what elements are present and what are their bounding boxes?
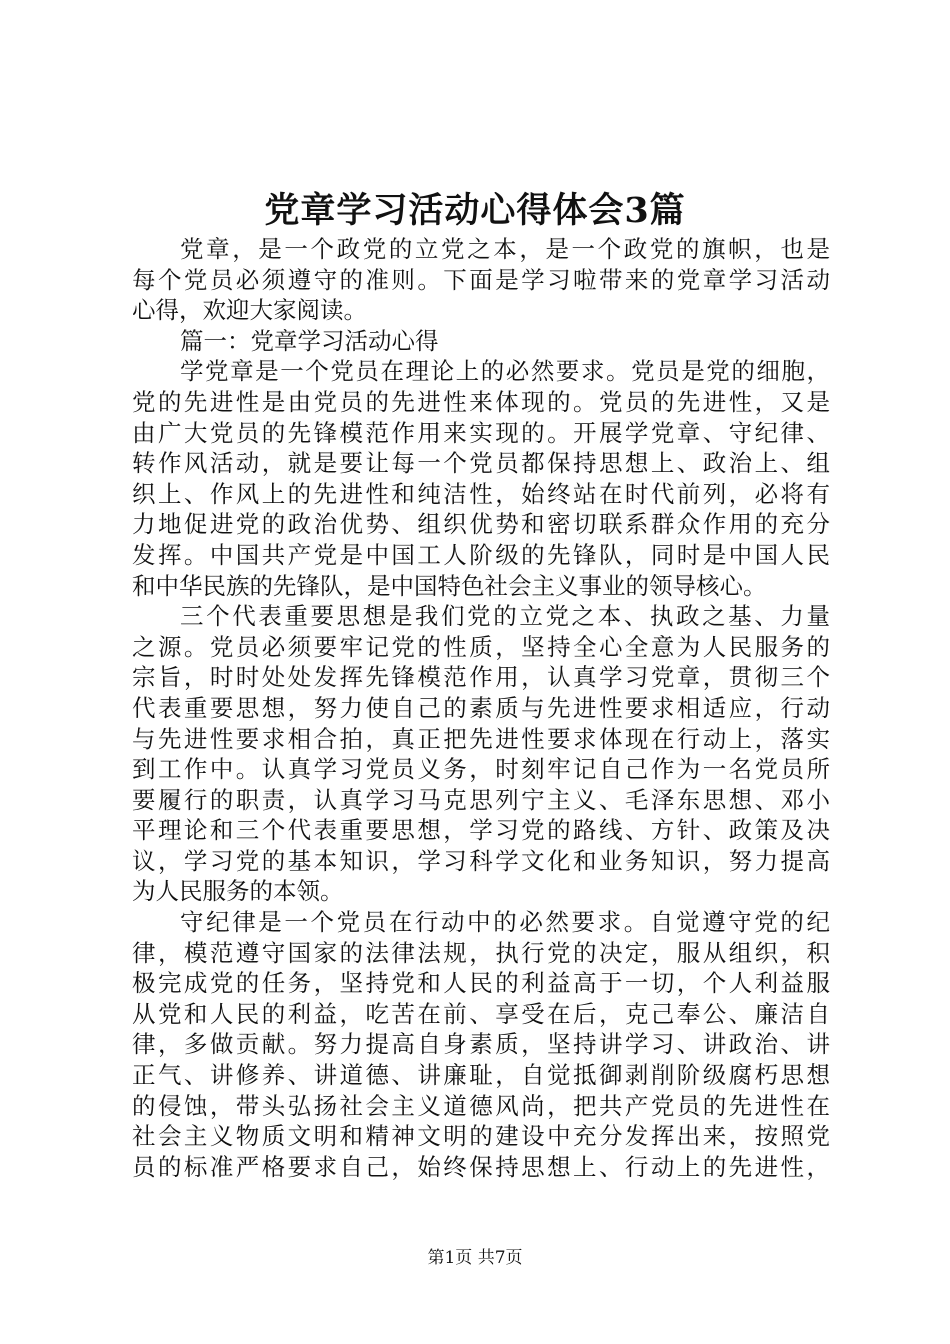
text-line: 心得，欢迎大家阅读。 [132,296,367,325]
text-line: 和中华民族的先锋队，是中国特色社会主义事业的领导核心。 [132,571,767,600]
text-line: 从党和人民的利益，吃苦在前、享受在后，克己奉公、廉洁自 [132,999,830,1028]
text-line: 正气、讲修养、讲道德、讲廉耻，自觉抵御剥削阶级腐朽思想 [132,1061,830,1090]
text-line: 为人民服务的本领。 [132,877,344,906]
page-footer: 第1页 共7页 [427,1248,523,1268]
text-line: 员的标准严格要求自己，始终保持思想上、行动上的先进性， [132,1152,830,1181]
text-line: 三个代表重要思想是我们党的立党之本、执政之基、力量 [180,602,830,631]
text-line: 力地促进党的政治优势、组织优势和密切联系群众作用的充分 [132,510,830,539]
text-line: 平理论和三个代表重要思想，学习党的路线、方针、政策及决 [132,816,830,845]
text-line: 党的先进性是由党员的先进性来体现的。党员的先进性，又是 [132,387,830,416]
text-line: 篇一：党章学习活动心得 [180,326,439,355]
text-line: 与先进性要求相合拍，真正把先进性要求体现在行动上，落实 [132,724,830,753]
text-line: 宗旨，时时处处发挥先锋模范作用，认真学习党章，贯彻三个 [132,663,830,692]
text-line: 社会主义物质文明和精神文明的建设中充分发挥出来，按照党 [132,1122,830,1151]
text-line: 到工作中。认真学习党员义务，时刻牢记自己作为一名党员所 [132,755,830,784]
document-title: 党章学习活动心得体会3篇 [264,190,686,231]
text-line: 发挥。中国共产党是中国工人阶级的先锋队，同时是中国人民 [132,540,830,569]
text-line: 要履行的职责，认真学习马克思列宁主义、毛泽东思想、邓小 [132,785,830,814]
document-body [132,234,830,1182]
text-line: 极完成党的任务，坚持党和人民的利益高于一切，个人利益服 [132,969,830,998]
text-line: 之源。党员必须要牢记党的性质，坚持全心全意为人民服务的 [132,632,830,661]
text-line: 织上、作风上的先进性和纯洁性，始终站在时代前列，必将有 [132,479,830,508]
text-line: 转作风活动，就是要让每一个党员都保持思想上、政治上、组 [132,449,830,478]
text-line: 学党章是一个党员在理论上的必然要求。党员是党的细胞， [180,357,830,386]
text-line: 由广大党员的先锋模范作用来实现的。开展学党章、守纪律、 [132,418,830,447]
text-line: 议，学习党的基本知识，学习科学文化和业务知识，努力提高 [132,846,830,875]
text-line: 的侵蚀，带头弘扬社会主义道德风尚，把共产党员的先进性在 [132,1091,830,1120]
text-line: 党章，是一个政党的立党之本，是一个政党的旗帜，也是 [180,235,830,263]
text-line: 守纪律是一个党员在行动中的必然要求。自觉遵守党的纪 [180,908,830,937]
text-line: 律，模范遵守国家的法律法规，执行党的决定，服从组织，积 [132,938,830,967]
text-line: 代表重要思想，努力使自己的素质与先进性要求相适应，行动 [132,693,830,722]
text-line: 律，多做贡献。努力提高自身素质，坚持讲学习、讲政治、讲 [132,1030,830,1059]
text-line: 每个党员必须遵守的准则。下面是学习啦带来的党章学习活动 [132,265,830,294]
